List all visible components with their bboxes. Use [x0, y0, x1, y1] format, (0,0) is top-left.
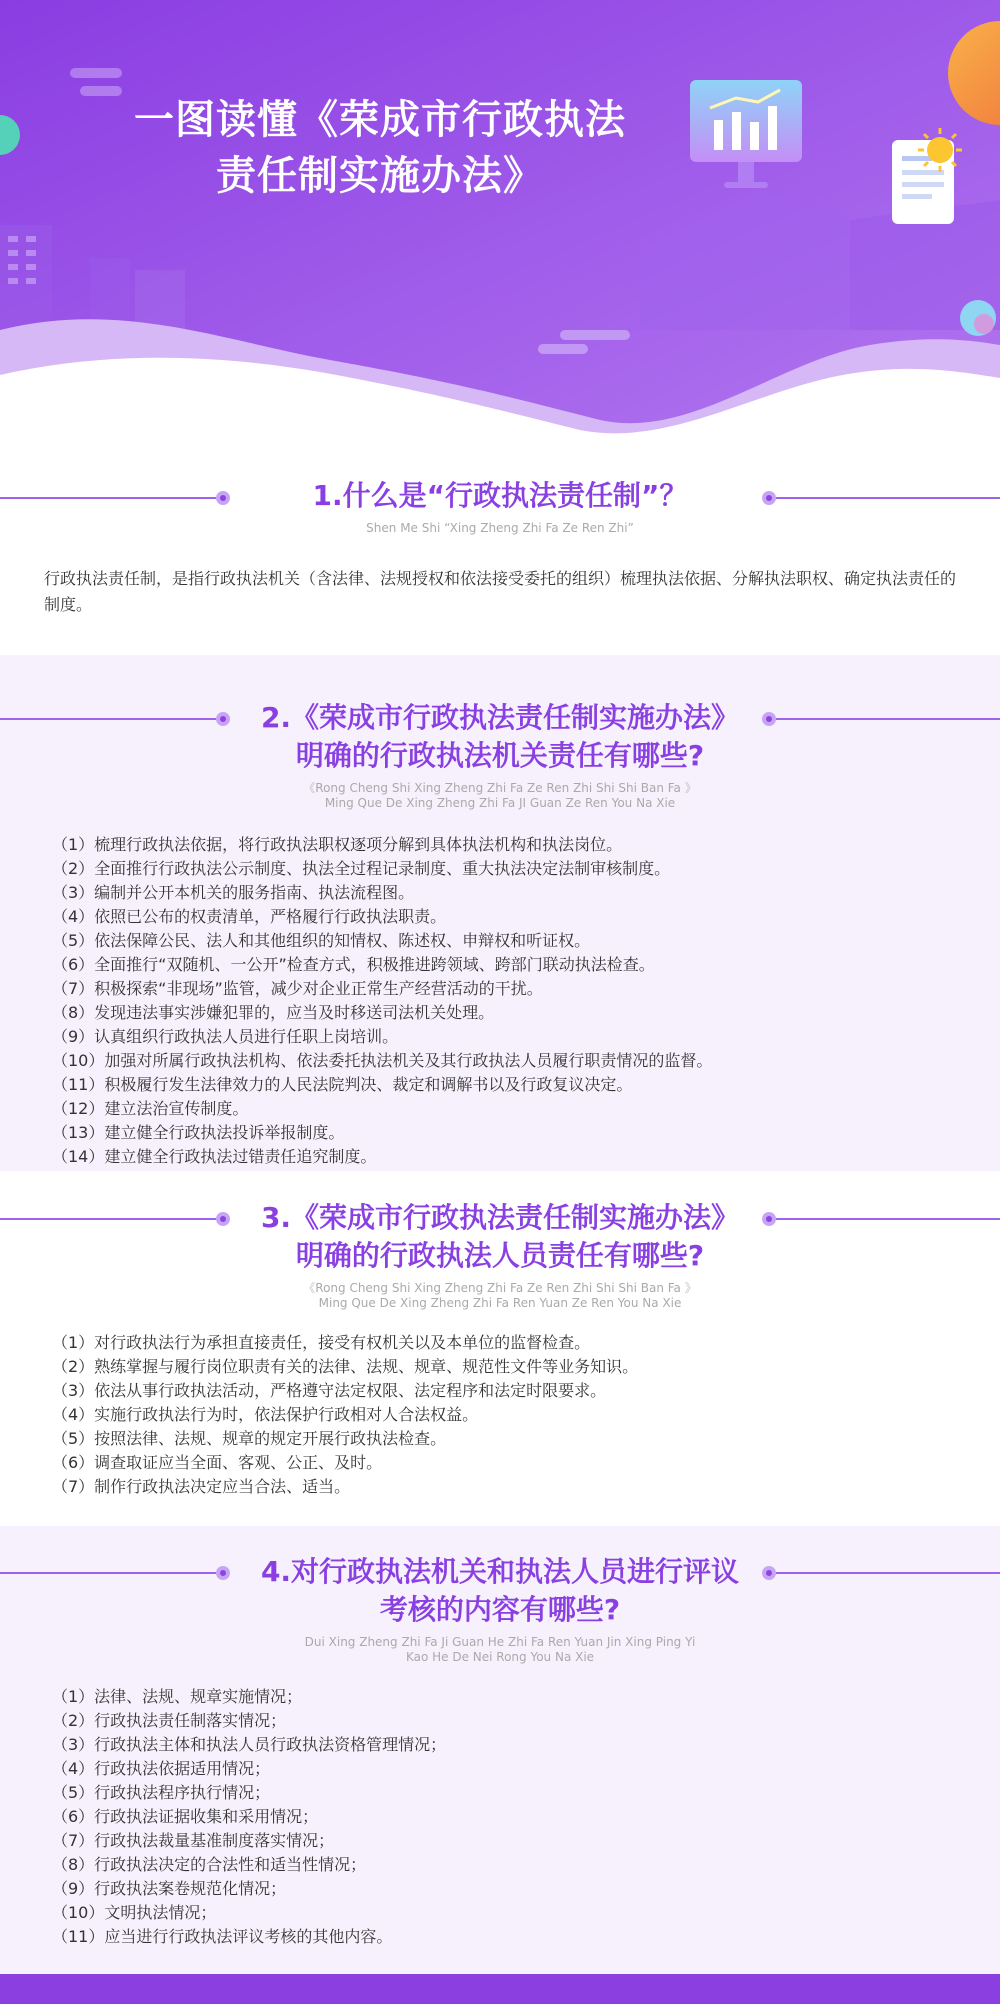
header-line-left	[0, 1218, 216, 1220]
list-item: （4）实施行政执法行为时，依法保护行政相对人合法权益。	[52, 1405, 479, 1424]
definition-paragraph: 行政执法责任制，是指行政执法机关（含法律、法规授权和依法接受委托的组织）梳理执法依据、分解执法职权、确定执法责任的制度。	[44, 569, 957, 614]
list-item: （4）依照已公布的权责清单，严格履行行政执法职责。	[52, 907, 447, 926]
header-dot-right	[762, 491, 776, 505]
section-evaluation	[0, 1526, 1000, 1974]
list-item: （11）应当进行行政执法评议考核的其他内容。	[52, 1927, 393, 1946]
section-title	[0, 1526, 1000, 1629]
list-item: （3）依法从事行政执法活动，严格遵守法定权限、法定程序和法定时限要求。	[52, 1381, 607, 1400]
header-line-left	[0, 1572, 216, 1574]
section-pinyin-line: 《Rong Cheng Shi Xing Zheng Zhi Fa Ze Ren Zhi Shi Shi Ban Fa 》	[303, 1281, 697, 1295]
list-item: （3）行政执法主体和执法人员行政执法资格管理情况；	[52, 1735, 447, 1754]
list-item: （10）文明执法情况；	[52, 1903, 217, 1922]
list-item: （1）梳理行政执法依据，将行政执法职权逐项分解到具体执法机构和执法岗位。	[52, 835, 623, 854]
header-dot-left	[216, 491, 230, 505]
section-header	[0, 1171, 1000, 1311]
header-dot-right	[762, 712, 776, 726]
section-title	[0, 472, 1000, 515]
section-title-line: 考核的内容有哪些?	[379, 1593, 621, 1626]
list-item: （1）法律、法规、规章实施情况；	[52, 1687, 303, 1706]
section-title	[0, 675, 1000, 775]
section-header	[0, 472, 1000, 536]
list-item: （5）按照法律、法规、规章的规定开展行政执法检查。	[52, 1429, 447, 1448]
section-pinyin-line: Kao He De Nei Rong You Na Xie	[405, 1650, 595, 1664]
hero-title-line2: 责任制实施办法》	[216, 153, 544, 199]
section-pinyin-line: 《Rong Cheng Shi Xing Zheng Zhi Fa Ze Ren Zhi Shi Shi Ban Fa 》	[303, 781, 697, 795]
section-pinyin	[0, 1281, 1000, 1311]
header-line-right	[776, 718, 1000, 720]
hero-title-line1: 一图读懂《荣成市行政执法	[134, 97, 626, 143]
list-item: （7）制作行政执法决定应当合法、适当。	[52, 1477, 351, 1496]
list-item: （6）行政执法证据收集和采用情况；	[52, 1807, 319, 1826]
section-title	[0, 1171, 1000, 1275]
section-pinyin-line: Dui Xing Zheng Zhi Fa Ji Guan He Zhi Fa Ren Yuan Jin Xing Ping Yi	[304, 1635, 696, 1649]
list-item: （8）发现违法事实涉嫌犯罪的，应当及时移送司法机关处理。	[52, 1003, 495, 1022]
list-item: （7）行政执法裁量基准制度落实情况；	[52, 1831, 335, 1850]
section-pinyin	[0, 521, 1000, 536]
bubble-icon-right	[956, 296, 1000, 340]
header-line-right	[776, 1218, 1000, 1220]
list-item: （2）全面推行行政执法公示制度、执法全过程记录制度、重大执法决定法制审核制度。	[52, 859, 671, 878]
header-line-right	[776, 1572, 1000, 1574]
header-dot-right	[762, 1566, 776, 1580]
section-pinyin	[0, 1635, 1000, 1665]
header-dot-left	[216, 1566, 230, 1580]
list-item: （9）行政执法案卷规范化情况；	[52, 1879, 287, 1898]
list-item: （8）行政执法决定的合法性和适当性情况；	[52, 1855, 367, 1874]
list-item: （7）积极探索“非现场”监管，减少对企业正常生产经营活动的干扰。	[52, 979, 543, 998]
list-item: （6）全面推行“双随机、一公开”检查方式，积极推进跨领域、跨部门联动执法检查。	[52, 955, 655, 974]
section-agency-duties	[0, 655, 1000, 1171]
agency-duty-list	[52, 833, 1000, 1169]
orange-orb-icon	[945, 18, 1000, 128]
personnel-duty-list	[52, 1331, 1000, 1499]
header-line-right	[776, 497, 1000, 499]
list-item: （14）建立健全行政执法过错责任追究制度。	[52, 1147, 377, 1166]
header-line-left	[0, 497, 216, 499]
list-item: （6）调查取证应当全面、客观、公正、及时。	[52, 1453, 383, 1472]
list-item: （9）认真组织行政执法人员进行任职上岗培训。	[52, 1027, 399, 1046]
section-title-line: 3.《荣成市行政执法责任制实施办法》	[260, 1201, 740, 1234]
section-title-line: 1.什么是“行政执法责任制”？	[312, 479, 688, 512]
footer-bar	[0, 1974, 1000, 2004]
list-item: （13）建立健全行政执法投诉举报制度。	[52, 1123, 345, 1142]
list-item: （2）熟练掌握与履行岗位职责有关的法律、法规、规章、规范性文件等业务知识。	[52, 1357, 639, 1376]
section-pinyin	[0, 781, 1000, 811]
sun-icon	[916, 126, 964, 174]
section-personnel-duties	[0, 1171, 1000, 1526]
section-what-is	[0, 472, 1000, 652]
list-item: （3）编制并公开本机关的服务指南、执法流程图。	[52, 883, 415, 902]
list-item: （11）积极履行发生法律效力的人民法院判决、裁定和调解书以及行政复议决定。	[52, 1075, 633, 1094]
hero-background	[0, 0, 1000, 440]
list-item: （5）依法保障公民、法人和其他组织的知情权、陈述权、申辩权和听证权。	[52, 931, 591, 950]
header-dot-right	[762, 1212, 776, 1226]
list-item: （1）对行政执法行为承担直接责任，接受有权机关以及本单位的监督检查。	[52, 1333, 591, 1352]
section-title-line: 明确的行政执法人员责任有哪些?	[295, 1239, 705, 1272]
evaluation-content-list	[52, 1685, 1000, 1949]
hero-banner	[0, 0, 1000, 440]
list-item: （5）行政执法程序执行情况；	[52, 1783, 271, 1802]
list-item: （4）行政执法依据适用情况；	[52, 1759, 271, 1778]
section-header	[0, 675, 1000, 811]
section-pinyin-line: Ming Que De Xing Zheng Zhi Fa Ren Yuan Ze Ren You Na Xie	[318, 1296, 682, 1310]
header-dot-left	[216, 712, 230, 726]
section-pinyin-line: Ming Que De Xing Zheng Zhi Fa JI Guan Ze Ren You Na Xie	[324, 796, 676, 810]
section-pinyin-line: Shen Me Shi “Xing Zheng Zhi Fa Ze Ren Zhi”	[366, 521, 634, 535]
hero-title	[0, 92, 760, 204]
list-item: （12）建立法治宣传制度。	[52, 1099, 249, 1118]
section-title-line: 4.对行政执法机关和执法人员进行评议	[260, 1555, 740, 1588]
section-title-line: 2.《荣成市行政执法责任制实施办法》	[260, 701, 740, 734]
section-title-line: 明确的行政执法机关责任有哪些?	[295, 739, 705, 772]
header-dot-left	[216, 1212, 230, 1226]
list-item: （2）行政执法责任制落实情况；	[52, 1711, 287, 1730]
list-item: （10）加强对所属行政执法机构、依法委托执法机关及其行政执法人员履行职责情况的监督。	[52, 1051, 713, 1070]
header-line-left	[0, 718, 216, 720]
section-header	[0, 1526, 1000, 1665]
